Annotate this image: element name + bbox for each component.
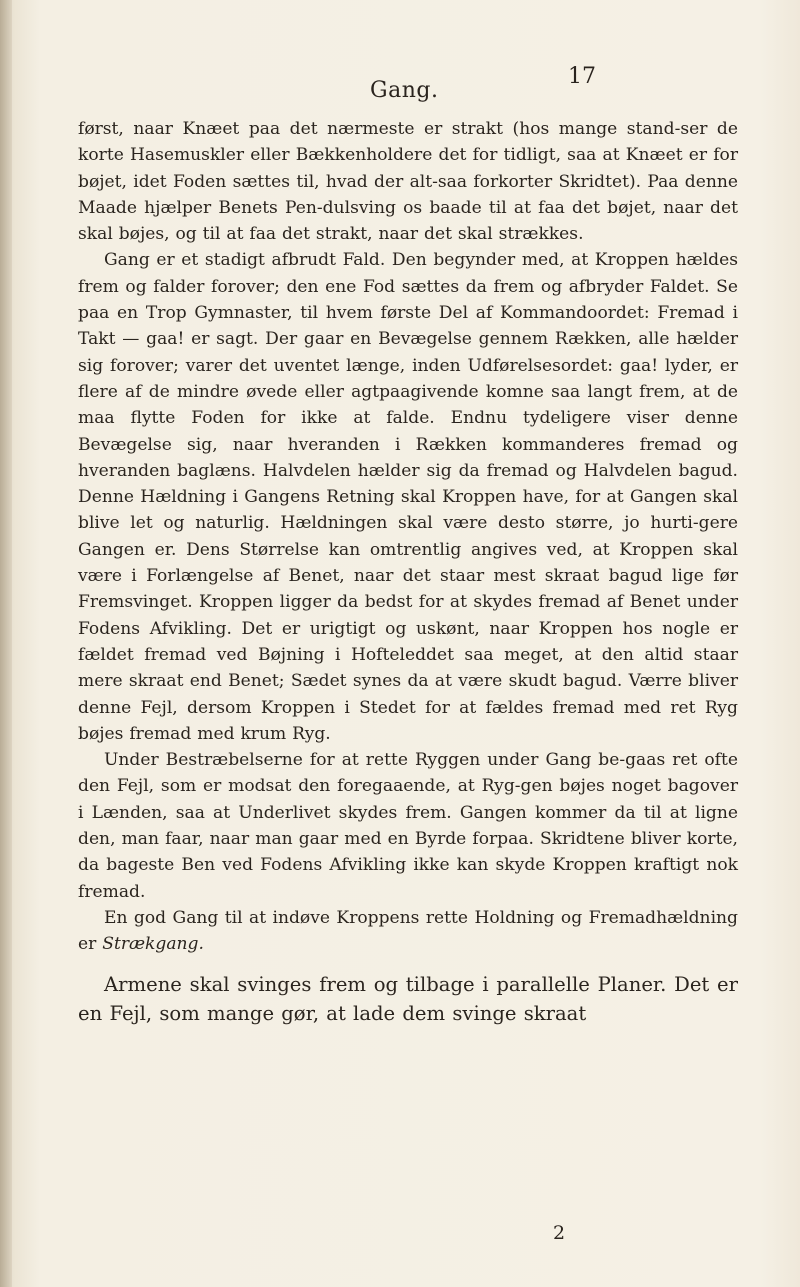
signature-mark: 2 [553, 1222, 566, 1244]
paragraph-3: Under Bestræbelserne for at rette Ryggen under Gang be-gaas ret ofte den Fejl, som er modsat den foregaaende, at Ryg-gen bøjes noget bagover i Lænden, saa at Underlivet skydes frem. Gangen kommer da til at ligne den, man faar, naar man gaar med en Byrde forpaa. Skridtene bliver korte, da bageste Ben ved Fodens Afvikling ikke kan skyde Kroppen kraftigt nok fremad. [78, 750, 738, 902]
paragraph-4-italic-term: Strækgang. [102, 934, 204, 955]
paragraph-4-text: En god Gang til at indøve Kroppens rette Holdning og Fremadhældning er [78, 907, 738, 955]
body-text [78, 116, 738, 1028]
paragraph-4 [78, 905, 738, 958]
paragraph-2: Gang er et stadigt afbrudt Fald. Den begynder med, at Kroppen hældes frem og falder forover; den ene Fod sættes da frem og afbryder Faldet. Se paa en Trop Gymnaster, til hvem første Del af Kommandoordet: Fremad i Takt — gaa! er sagt. Der gaar en Bevægelse gennem Rækken, alle hælder sig forover; varer det uventet længe, inden Udførelsesordet: gaa! lyder, er flere af de mindre øvede eller agtpaagivende komne saa langt frem, at de maa flytte Foden for ikke at falde. Endnu tydeligere viser denne Bevægelse sig, naar hveranden i Rækken kommanderes fremad og hveranden baglæns. Halvdelen hælder sig da fremad og Halvdelen bagud. Denne Hældning i Gangens Retning skal Kroppen have, for at Gangen skal blive let og naturlig. Hældningen skal være desto større, jo hurti-gere Gangen er. Dens Størrelse kan omtrentlig angives ved, at Kroppen skal være i Forlængelse af Benet, naar det staar mest skraat bagud lige før Fremsvinget. Kroppen ligger da bedst for at skydes fremad af Benet under Fodens Afvikling. Det er urigtigt og uskønt, naar Kroppen hos nogle er fældet fremad ved Bøjning i Hofteleddet saa meget, at den altid staar mere skraat end Benet; Sædet synes da at være skudt bagud. Værre bliver denne Fejl, dersom Kroppen i Stedet for at fældes fremad med ret Ryg bøjes fremad med krum Ryg. [78, 250, 738, 744]
page-spine-shadow [0, 0, 12, 1287]
running-head: Gang. [370, 78, 439, 103]
paragraph-1: først, naar Knæet paa det nærmeste er strakt (hos mange stand-ser de korte Hasemuskler eller Bækkenholdere det for tidligt, saa at Knæet er for bøjet, idet Foden sættes til, hvad der alt-saa forkorter Skridtet). Paa denne Maade hjælper Benets Pen-dulsving os baade til at faa det bøjet, naar det skal bøjes, og til at faa det strakt, naar det skal strækkes. [78, 119, 738, 245]
paragraph-5: Armene skal svinges frem og tilbage i parallelle Planer. Det er en Fejl, som mange gør, at lade dem svinge skraat [78, 972, 738, 1025]
page-number: 17 [568, 64, 596, 89]
